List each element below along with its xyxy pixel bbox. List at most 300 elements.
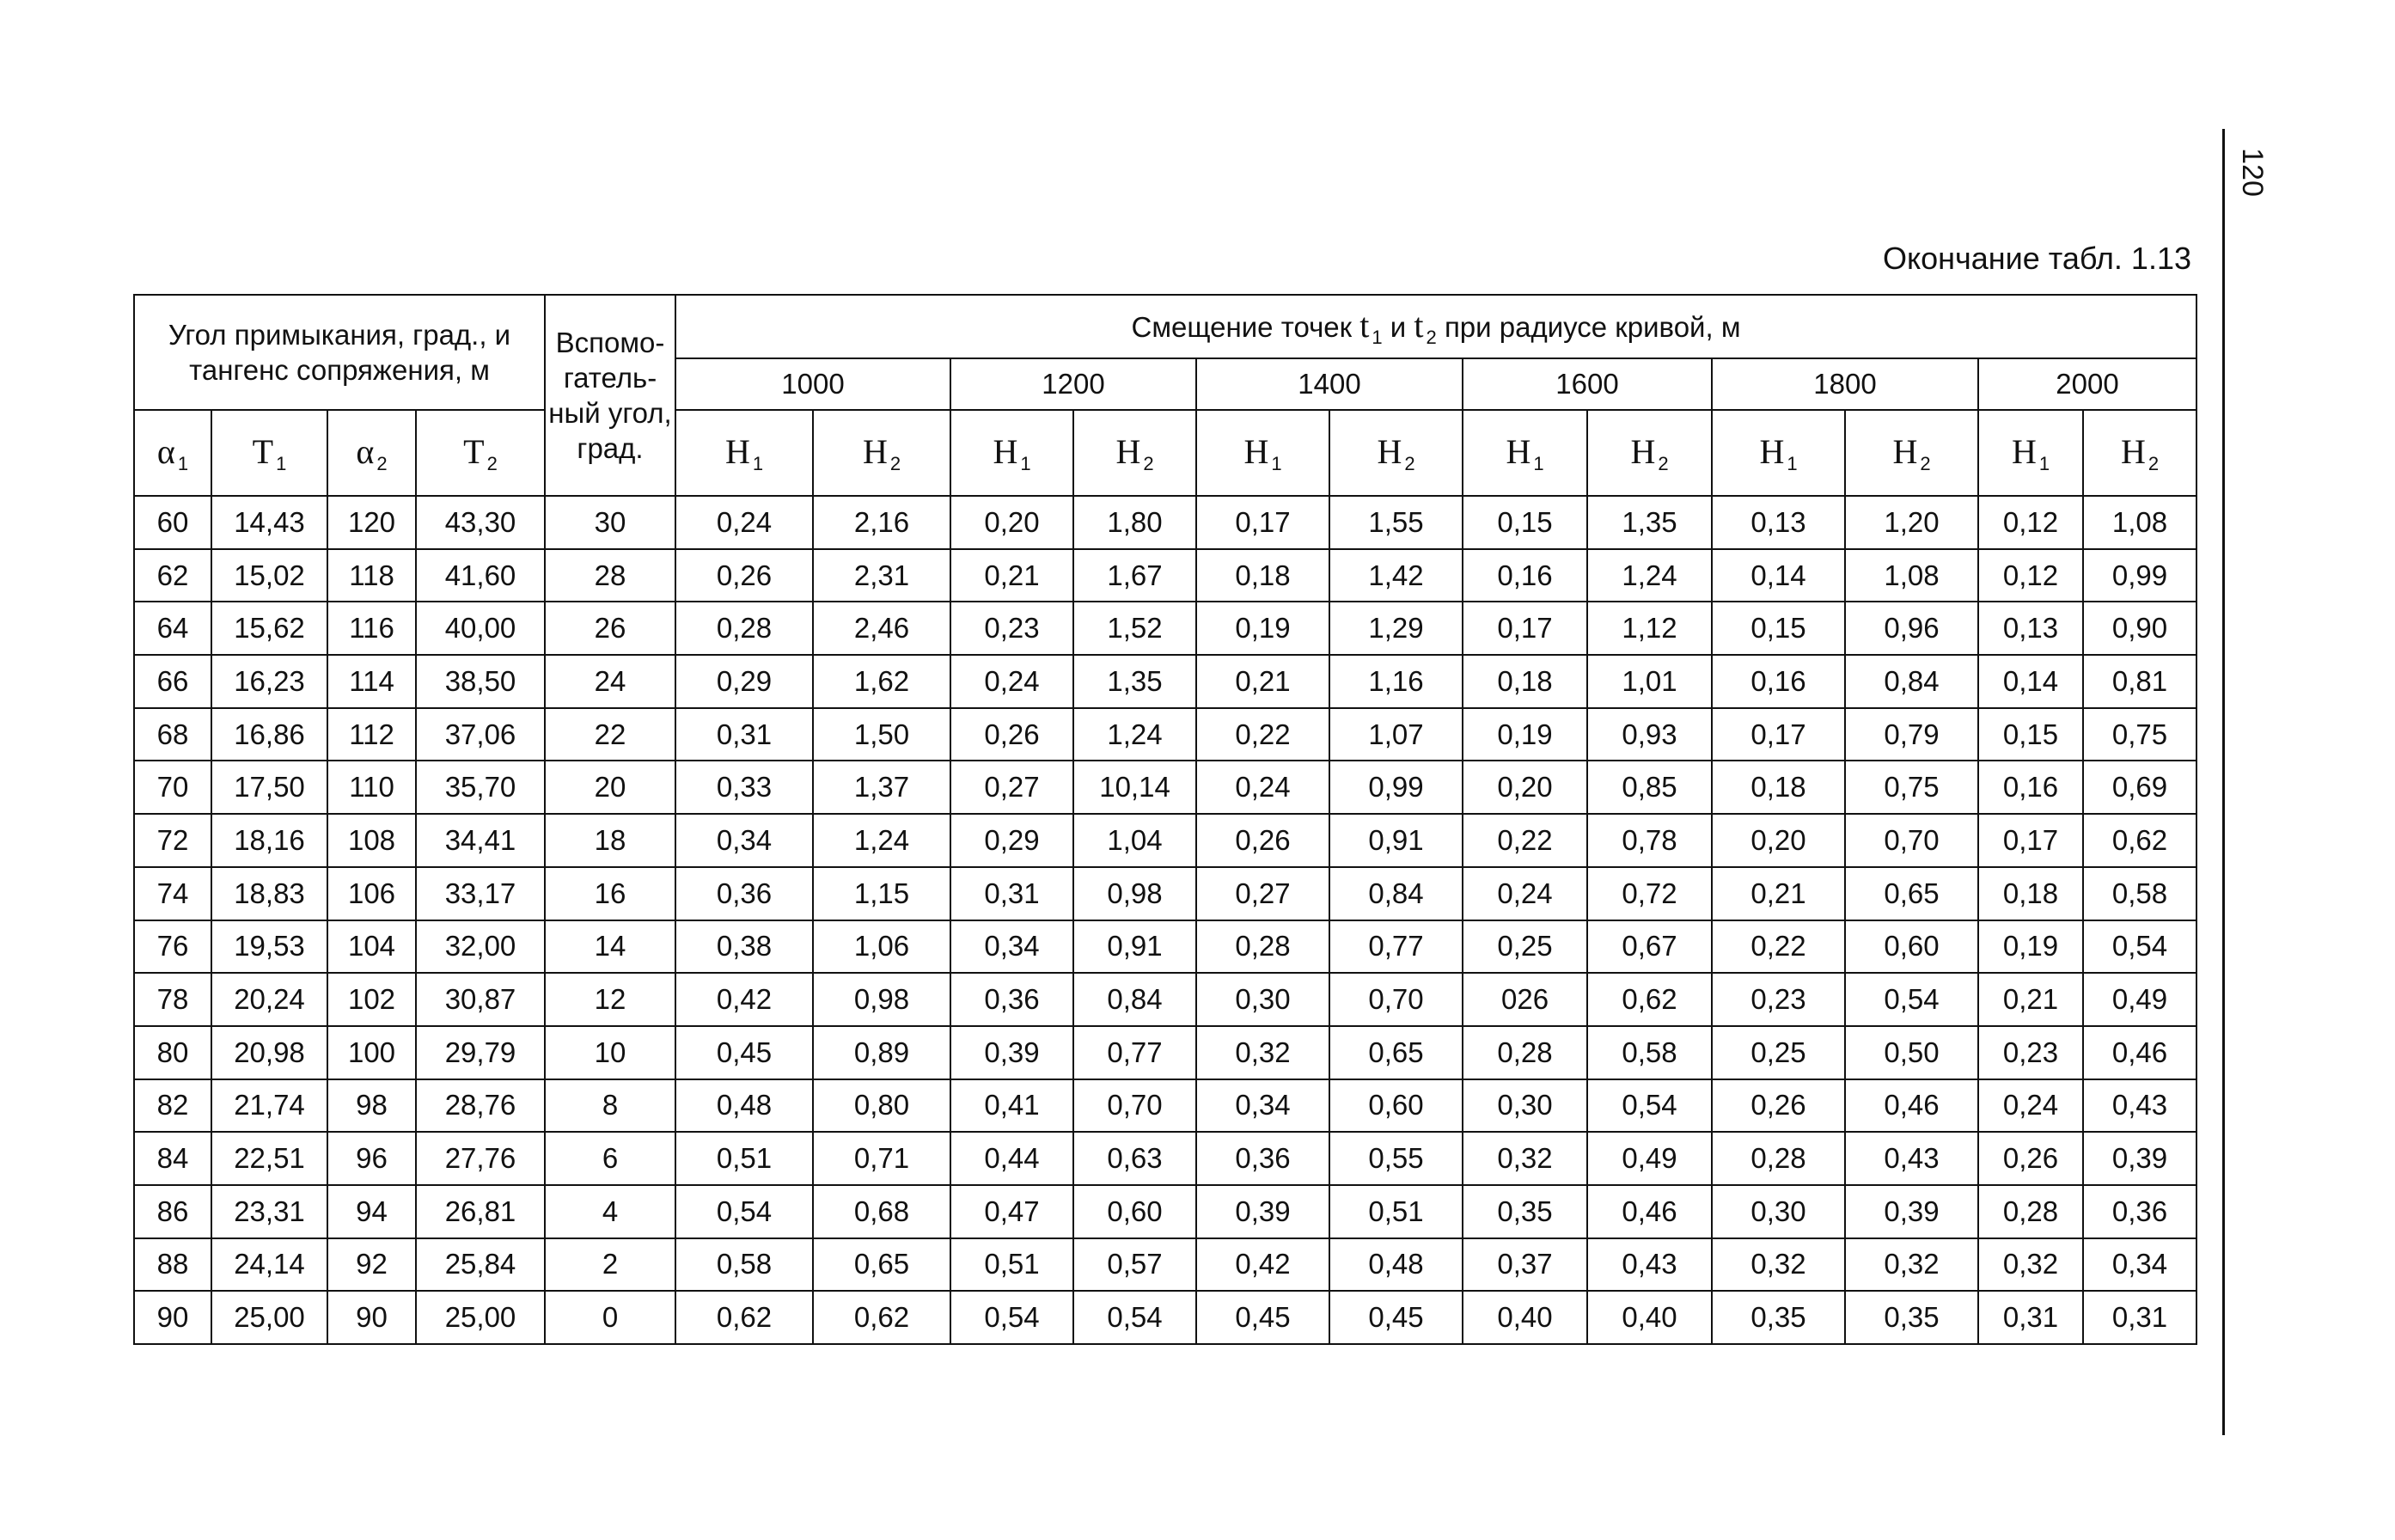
header-offset-h-subscript: 1 — [1020, 452, 1031, 474]
table-cell: 0,51 — [1329, 1185, 1463, 1238]
table-cell: 1,42 — [1329, 549, 1463, 602]
table-cell: 2,31 — [813, 549, 950, 602]
table-cell: 15,02 — [211, 549, 327, 602]
table-cell: 1,50 — [813, 708, 950, 761]
table-cell: 0,45 — [1196, 1291, 1329, 1344]
table-cell: 0,34 — [675, 814, 813, 867]
table-cell: 0,46 — [1845, 1079, 1978, 1133]
header-radius: 1200 — [950, 358, 1196, 410]
table-cell: 37,06 — [416, 708, 545, 761]
table-cell: 1,55 — [1329, 496, 1463, 549]
table-cell: 1,35 — [1587, 496, 1712, 549]
header-offset-h-subscript: 2 — [2148, 452, 2160, 474]
table-cell: 0,60 — [1845, 920, 1978, 974]
table-cell: 30,87 — [416, 973, 545, 1026]
table-cell: 34,41 — [416, 814, 545, 867]
header-offset-h-symbol: H — [2011, 431, 2037, 471]
table-cell: 112 — [327, 708, 416, 761]
table-cell: 0,57 — [1073, 1238, 1196, 1292]
table-cell: 0,77 — [1073, 1026, 1196, 1079]
table-cell: 0,26 — [950, 708, 1073, 761]
table-cell: 0,89 — [813, 1026, 950, 1079]
table-cell: 0,21 — [950, 549, 1073, 602]
table-cell: 26 — [545, 602, 675, 655]
table-cell: 70 — [134, 761, 211, 814]
table-cell: 10 — [545, 1026, 675, 1079]
table-cell: 96 — [327, 1132, 416, 1185]
table-cell: 0,58 — [1587, 1026, 1712, 1079]
table-cell: 30 — [545, 496, 675, 549]
table-cell: 0,28 — [1196, 920, 1329, 974]
data-table — [133, 294, 2197, 1345]
table-cell: 0,31 — [1978, 1291, 2083, 1344]
table-cell: 0,27 — [950, 761, 1073, 814]
table-cell: 104 — [327, 920, 416, 974]
header-offset-h-subscript: 2 — [889, 452, 901, 474]
table-cell: 25,84 — [416, 1238, 545, 1292]
table-cell: 33,17 — [416, 867, 545, 920]
table-cell: 0,22 — [1196, 708, 1329, 761]
table-cell: 0,18 — [1712, 761, 1845, 814]
table-cell: 0,75 — [2083, 708, 2196, 761]
header-alpha2-subscript: 2 — [376, 452, 388, 474]
table-cell: 14,43 — [211, 496, 327, 549]
table-cell: 114 — [327, 655, 416, 708]
table-cell: 0,21 — [1712, 867, 1845, 920]
table-cell: 0,25 — [1712, 1026, 1845, 1079]
table-cell: 026 — [1463, 973, 1587, 1026]
table-cell: 0,28 — [1712, 1132, 1845, 1185]
table-cell: 0,37 — [1463, 1238, 1587, 1292]
table-cell: 0,34 — [1196, 1079, 1329, 1133]
table-cell: 0,96 — [1845, 602, 1978, 655]
table-cell: 0,43 — [1587, 1238, 1712, 1292]
table-cell: 1,67 — [1073, 549, 1196, 602]
header-t1-symbol: T — [252, 431, 274, 471]
table-cell: 0,60 — [1073, 1185, 1196, 1238]
table-cell: 0,90 — [2083, 602, 2196, 655]
table-cell: 0,28 — [675, 602, 813, 655]
offset-t2-symbol: t — [1414, 305, 1424, 345]
header-offset-h — [2083, 410, 2196, 496]
table-cell: 0,48 — [1329, 1238, 1463, 1292]
header-offset-h — [950, 410, 1073, 496]
table-cell: 0,13 — [1712, 496, 1845, 549]
header-offset-h-symbol: H — [724, 431, 750, 471]
header-t1-subscript: 1 — [276, 452, 287, 474]
table-cell: 0,69 — [2083, 761, 2196, 814]
table-cell: 0,30 — [1712, 1185, 1845, 1238]
table-cell: 76 — [134, 920, 211, 974]
table-cell: 118 — [327, 549, 416, 602]
table-cell: 1,20 — [1845, 496, 1978, 549]
table-cell: 0,36 — [950, 973, 1073, 1026]
table-cell: 0,91 — [1073, 920, 1196, 974]
page-number — [2234, 138, 2269, 206]
table-cell: 0,30 — [1196, 973, 1329, 1026]
table-cell: 0,40 — [1463, 1291, 1587, 1344]
table-cell: 106 — [327, 867, 416, 920]
table-cell: 0,21 — [1196, 655, 1329, 708]
header-offset-h-symbol: H — [1243, 431, 1269, 471]
table-cell: 2,16 — [813, 496, 950, 549]
offset-t2-sub: 2 — [1426, 326, 1437, 348]
table-cell: 0,28 — [1978, 1185, 2083, 1238]
table-cell: 0,68 — [813, 1185, 950, 1238]
header-offset-h-symbol: H — [1506, 431, 1531, 471]
table-cell: 0,79 — [1845, 708, 1978, 761]
table-cell: 16,86 — [211, 708, 327, 761]
table-cell: 19,53 — [211, 920, 327, 974]
header-offset-h — [675, 410, 813, 496]
table-cell: 60 — [134, 496, 211, 549]
table-cell: 1,08 — [1845, 549, 1978, 602]
table-cell: 1,35 — [1073, 655, 1196, 708]
table-cell: 0,26 — [675, 549, 813, 602]
table-cell: 0,23 — [1712, 973, 1845, 1026]
table-cell: 0,75 — [1845, 761, 1978, 814]
table-cell: 0,41 — [950, 1079, 1073, 1133]
table-cell: 0,32 — [1196, 1026, 1329, 1079]
table-cell: 0,32 — [1712, 1238, 1845, 1292]
table-cell: 0,20 — [1463, 761, 1587, 814]
table-cell: 29,79 — [416, 1026, 545, 1079]
table-cell: 0,12 — [1978, 496, 2083, 549]
table-cell: 0,84 — [1073, 973, 1196, 1026]
table-cell: 0,24 — [1978, 1079, 2083, 1133]
table-cell: 17,50 — [211, 761, 327, 814]
offset-t1-symbol: t — [1359, 305, 1370, 345]
table-cell: 66 — [134, 655, 211, 708]
header-offset-h — [1073, 410, 1196, 496]
table-cell: 0,17 — [1196, 496, 1329, 549]
header-offset-h-symbol: H — [1115, 431, 1141, 471]
table-cell: 0,35 — [1845, 1291, 1978, 1344]
table-row — [134, 1026, 2196, 1079]
table-cell: 14 — [545, 920, 675, 974]
table-cell: 102 — [327, 973, 416, 1026]
table-cell: 0,32 — [1978, 1238, 2083, 1292]
table-cell: 1,16 — [1329, 655, 1463, 708]
table-cell: 0,84 — [1845, 655, 1978, 708]
table-cell: 0,27 — [1196, 867, 1329, 920]
table-cell: 0,39 — [1196, 1185, 1329, 1238]
header-offset-h — [1978, 410, 2083, 496]
table-cell: 0,84 — [1329, 867, 1463, 920]
table-cell: 62 — [134, 549, 211, 602]
table-cell: 1,01 — [1587, 655, 1712, 708]
table-cell: 86 — [134, 1185, 211, 1238]
table-cell: 0,46 — [1587, 1185, 1712, 1238]
header-alpha1 — [134, 410, 211, 496]
table-cell: 0,13 — [1978, 602, 2083, 655]
header-alpha2 — [327, 410, 416, 496]
table-cell: 0,36 — [675, 867, 813, 920]
table-cell: 41,60 — [416, 549, 545, 602]
table-cell: 90 — [327, 1291, 416, 1344]
table-cell: 0,65 — [1845, 867, 1978, 920]
header-t1 — [211, 410, 327, 496]
header-offset-h-subscript: 2 — [1920, 452, 1931, 474]
header-offset-h — [1463, 410, 1587, 496]
offset-prefix: Смещение точек — [1131, 310, 1353, 343]
table-cell: 20,24 — [211, 973, 327, 1026]
table-cell: 0,24 — [1196, 761, 1329, 814]
header-t2 — [416, 410, 545, 496]
header-offset-h-subscript: 2 — [1143, 452, 1154, 474]
header-radius: 1800 — [1712, 358, 1978, 410]
table-row — [134, 814, 2196, 867]
table-cell: 0,20 — [1712, 814, 1845, 867]
table-cell: 72 — [134, 814, 211, 867]
table-cell: 0,19 — [1463, 708, 1587, 761]
table-cell: 68 — [134, 708, 211, 761]
table-cell: 1,80 — [1073, 496, 1196, 549]
header-offset-h-symbol: H — [1377, 431, 1402, 471]
offset-and: и — [1390, 310, 1407, 343]
table-cell: 35,70 — [416, 761, 545, 814]
header-offset-h-symbol: H — [1892, 431, 1918, 471]
table-cell: 22,51 — [211, 1132, 327, 1185]
table-cell: 64 — [134, 602, 211, 655]
table-cell: 88 — [134, 1238, 211, 1292]
table-cell: 94 — [327, 1185, 416, 1238]
table-row — [134, 973, 2196, 1026]
table-cell: 21,74 — [211, 1079, 327, 1133]
header-offset-group — [675, 295, 2196, 358]
header-offset-h-subscript: 1 — [752, 452, 764, 474]
table-row — [134, 1132, 2196, 1185]
table-cell: 0,22 — [1463, 814, 1587, 867]
table-cell: 0,50 — [1845, 1026, 1978, 1079]
table-cell: 25,00 — [211, 1291, 327, 1344]
table-cell: 16 — [545, 867, 675, 920]
table-cell: 0,19 — [1978, 920, 2083, 974]
table-cell: 0,22 — [1712, 920, 1845, 974]
table-cell: 18,83 — [211, 867, 327, 920]
table-cell: 0,14 — [1712, 549, 1845, 602]
table-cell: 28 — [545, 549, 675, 602]
table-cell: 1,24 — [1587, 549, 1712, 602]
table-row — [134, 920, 2196, 974]
table-cell: 84 — [134, 1132, 211, 1185]
header-offset-h-symbol: H — [1630, 431, 1656, 471]
header-radius: 1400 — [1196, 358, 1463, 410]
header-offset-h-subscript: 1 — [1533, 452, 1544, 474]
table-cell: 0,70 — [1329, 973, 1463, 1026]
table-cell: 0,34 — [2083, 1238, 2196, 1292]
table-cell: 110 — [327, 761, 416, 814]
table-cell: 1,06 — [813, 920, 950, 974]
table-row — [134, 655, 2196, 708]
table-cell: 0,15 — [1978, 708, 2083, 761]
table-cell: 116 — [327, 602, 416, 655]
table-cell: 0,45 — [675, 1026, 813, 1079]
table-row — [134, 496, 2196, 549]
table-cell: 0,98 — [813, 973, 950, 1026]
table-row — [134, 867, 2196, 920]
table-cell: 18,16 — [211, 814, 327, 867]
header-offset-h-symbol: H — [1759, 431, 1785, 471]
table-cell: 0,43 — [2083, 1079, 2196, 1133]
table-cell: 0,80 — [813, 1079, 950, 1133]
table-cell: 8 — [545, 1079, 675, 1133]
table-row — [134, 761, 2196, 814]
table-cell: 0,51 — [950, 1238, 1073, 1292]
table-cell: 25,00 — [416, 1291, 545, 1344]
table-cell: 0,16 — [1712, 655, 1845, 708]
table-cell: 32,00 — [416, 920, 545, 974]
table-cell: 0,77 — [1329, 920, 1463, 974]
table-cell: 0,14 — [1978, 655, 2083, 708]
table-cell: 108 — [327, 814, 416, 867]
header-radius: 2000 — [1978, 358, 2196, 410]
table-cell: 92 — [327, 1238, 416, 1292]
table-cell: 0,48 — [675, 1079, 813, 1133]
table-cell: 0,29 — [675, 655, 813, 708]
table-cell: 0,20 — [950, 496, 1073, 549]
table-cell: 1,37 — [813, 761, 950, 814]
table-cell: 0,49 — [2083, 973, 2196, 1026]
table-cell: 1,24 — [813, 814, 950, 867]
table-cell: 0,24 — [1463, 867, 1587, 920]
table-cell: 0,19 — [1196, 602, 1329, 655]
header-offset-h-subscript: 1 — [1271, 452, 1282, 474]
table-cell: 82 — [134, 1079, 211, 1133]
table-cell: 1,24 — [1073, 708, 1196, 761]
table-cell: 0,26 — [1712, 1079, 1845, 1133]
header-offset-h-subscript: 1 — [1787, 452, 1798, 474]
offset-suffix: при радиусе кривой, м — [1444, 310, 1741, 343]
table-cell: 0,39 — [1845, 1185, 1978, 1238]
table-cell: 0,70 — [1845, 814, 1978, 867]
table-cell: 0,35 — [1463, 1185, 1587, 1238]
header-aux-angle: Вспомо-гатель-ный угол, град. — [545, 295, 675, 496]
table-cell: 24,14 — [211, 1238, 327, 1292]
table-cell: 90 — [134, 1291, 211, 1344]
table-cell: 0,39 — [950, 1026, 1073, 1079]
table-cell: 1,12 — [1587, 602, 1712, 655]
table-cell: 0,62 — [813, 1291, 950, 1344]
table-cell: 0,54 — [950, 1291, 1073, 1344]
table-cell: 27,76 — [416, 1132, 545, 1185]
table-cell: 28,76 — [416, 1079, 545, 1133]
table-cell: 38,50 — [416, 655, 545, 708]
table-cell: 0,29 — [950, 814, 1073, 867]
table-cell: 0,43 — [1845, 1132, 1978, 1185]
page-number-text: 120 — [2235, 147, 2269, 197]
table-cell: 0,55 — [1329, 1132, 1463, 1185]
table-cell: 1,52 — [1073, 602, 1196, 655]
table-cell: 20,98 — [211, 1026, 327, 1079]
table-cell: 0,23 — [1978, 1026, 2083, 1079]
header-offset-h-symbol: H — [993, 431, 1018, 471]
table-cell: 0,99 — [1329, 761, 1463, 814]
table-cell: 6 — [545, 1132, 675, 1185]
header-offset-h — [1196, 410, 1329, 496]
offset-t1-sub: 1 — [1372, 326, 1383, 348]
table-cell: 0,63 — [1073, 1132, 1196, 1185]
table-cell: 0,65 — [813, 1238, 950, 1292]
table-cell: 2 — [545, 1238, 675, 1292]
table-cell: 0,67 — [1587, 920, 1712, 974]
table-cell: 24 — [545, 655, 675, 708]
table-cell: 0,15 — [1712, 602, 1845, 655]
table-cell: 0,78 — [1587, 814, 1712, 867]
table-row — [134, 1079, 2196, 1133]
table-cell: 100 — [327, 1026, 416, 1079]
header-offset-h-symbol: H — [862, 431, 888, 471]
table-cell: 0,35 — [1712, 1291, 1845, 1344]
margin-rule — [2222, 129, 2225, 1435]
table-cell: 0,91 — [1329, 814, 1463, 867]
table-cell: 74 — [134, 867, 211, 920]
table-cell: 0,18 — [1196, 549, 1329, 602]
table-cell: 0,15 — [1463, 496, 1587, 549]
table-cell: 0,62 — [2083, 814, 2196, 867]
table-cell: 80 — [134, 1026, 211, 1079]
table-cell: 0,99 — [2083, 549, 2196, 602]
table-cell: 0,39 — [2083, 1132, 2196, 1185]
table-cell: 22 — [545, 708, 675, 761]
table-cell: 0,21 — [1978, 973, 2083, 1026]
table-cell: 0,12 — [1978, 549, 2083, 602]
table-cell: 0,26 — [1978, 1132, 2083, 1185]
table-cell: 2,46 — [813, 602, 950, 655]
header-offset-h-symbol: H — [2120, 431, 2146, 471]
table-cell: 0,28 — [1463, 1026, 1587, 1079]
table-cell: 0,26 — [1196, 814, 1329, 867]
table-cell: 0,49 — [1587, 1132, 1712, 1185]
header-alpha1-symbol: α — [156, 431, 175, 471]
table-cell: 0,54 — [1073, 1291, 1196, 1344]
table-cell: 0 — [545, 1291, 675, 1344]
table-cell: 0,42 — [675, 973, 813, 1026]
table-row — [134, 1291, 2196, 1344]
table-cell: 0,81 — [2083, 655, 2196, 708]
table-cell: 0,62 — [675, 1291, 813, 1344]
table-cell: 4 — [545, 1185, 675, 1238]
table-cell: 0,33 — [675, 761, 813, 814]
table-cell: 43,30 — [416, 496, 545, 549]
table-cell: 0,51 — [675, 1132, 813, 1185]
header-offset-h-subscript: 1 — [2038, 452, 2050, 474]
table-cell: 0,70 — [1073, 1079, 1196, 1133]
header-alpha2-symbol: α — [356, 431, 375, 471]
table-cell: 0,36 — [2083, 1185, 2196, 1238]
table-cell: 1,07 — [1329, 708, 1463, 761]
table-cell: 0,31 — [2083, 1291, 2196, 1344]
table-cell: 0,31 — [950, 867, 1073, 920]
table-caption: Окончание табл. 1.13 — [1882, 241, 2191, 276]
table-cell: 0,17 — [1463, 602, 1587, 655]
table-cell: 0,38 — [675, 920, 813, 974]
header-offset-h-subscript: 2 — [1658, 452, 1669, 474]
table-cell: 0,46 — [2083, 1026, 2196, 1079]
table-cell: 0,54 — [675, 1185, 813, 1238]
table-cell: 16,23 — [211, 655, 327, 708]
table-cell: 0,47 — [950, 1185, 1073, 1238]
table-cell: 0,44 — [950, 1132, 1073, 1185]
table-row — [134, 1238, 2196, 1292]
table-cell: 0,45 — [1329, 1291, 1463, 1344]
table-cell: 0,30 — [1463, 1079, 1587, 1133]
table-cell: 0,40 — [1587, 1291, 1712, 1344]
table-cell: 1,04 — [1073, 814, 1196, 867]
table-row — [134, 1185, 2196, 1238]
header-offset-h — [1587, 410, 1712, 496]
table-cell: 0,25 — [1463, 920, 1587, 974]
